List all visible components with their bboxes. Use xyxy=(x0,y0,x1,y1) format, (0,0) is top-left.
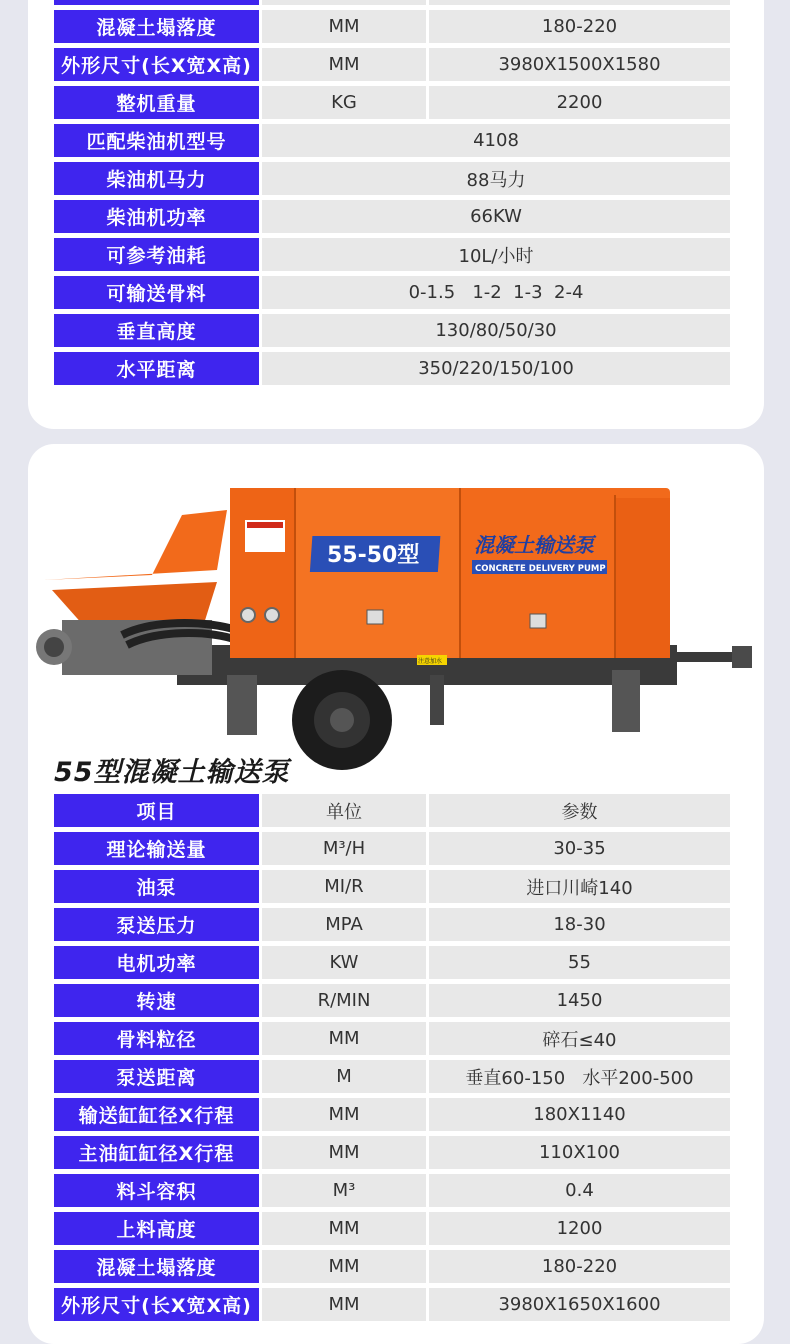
row-label: 理论输送量 xyxy=(54,832,262,870)
row-value: 3980X1650X1600 xyxy=(429,1288,730,1326)
row-value: 180-220 xyxy=(429,1250,730,1288)
table-row xyxy=(54,1022,730,1060)
row-value: 30-35 xyxy=(429,832,730,870)
table-row xyxy=(54,314,730,352)
spec-table-top xyxy=(54,0,730,390)
row-unit: MM xyxy=(262,1136,429,1174)
table-row xyxy=(54,832,730,870)
row-label: 外形尺寸(长X宽X高) xyxy=(54,1288,262,1326)
table-row xyxy=(54,1288,730,1326)
row-unit: MM xyxy=(262,48,429,86)
row-value: 2200 xyxy=(429,86,730,124)
row-unit: MM xyxy=(262,1250,429,1288)
table-row xyxy=(54,10,730,48)
header-unit: 单位 xyxy=(262,794,429,832)
row-unit: R/MIN xyxy=(262,984,429,1022)
model-plate-text: 55-50型 xyxy=(327,543,420,568)
table-row xyxy=(54,908,730,946)
row-value: 18-30 xyxy=(429,908,730,946)
spec-table-bottom xyxy=(54,794,730,1326)
row-value: 碎石≤40 xyxy=(429,1022,730,1060)
row-value: 10L/小时 xyxy=(262,238,730,276)
product-title: 55型混凝土输送泵 xyxy=(54,757,290,788)
row-unit: M xyxy=(262,1060,429,1098)
row-value: 3980X1500X1580 xyxy=(429,48,730,86)
table-row xyxy=(54,352,730,390)
row-label: 料斗容积 xyxy=(54,1174,262,1212)
row-unit: MM xyxy=(262,1212,429,1250)
row-label: 主油缸缸径X行程 xyxy=(54,1136,262,1174)
table-row xyxy=(54,162,730,200)
concrete-pump-image xyxy=(32,470,762,775)
table-row xyxy=(54,1212,730,1250)
row-unit: M³ xyxy=(262,1174,429,1212)
row-value: 180-220 xyxy=(429,10,730,48)
row-unit xyxy=(262,0,429,10)
row-value: 350/220/150/100 xyxy=(262,352,730,390)
table-row xyxy=(54,0,730,10)
sticker-text: 注意加水 xyxy=(418,658,443,665)
side-text-en: CONCRETE DELIVERY PUMP xyxy=(475,564,606,574)
table-row xyxy=(54,86,730,124)
row-label: 可参考油耗 xyxy=(54,238,262,276)
row-label: 泵送压力 xyxy=(54,908,262,946)
table-row xyxy=(54,1136,730,1174)
row-label: 柴油机马力 xyxy=(54,162,262,200)
row-label: 混凝土塌落度 xyxy=(54,10,262,48)
row-value xyxy=(429,0,730,10)
row-label: 外形尺寸(长X宽X高) xyxy=(54,48,262,86)
row-unit: MM xyxy=(262,1288,429,1326)
row-unit: MI/R xyxy=(262,870,429,908)
row-label: 油泵 xyxy=(54,870,262,908)
row-unit: M³/H xyxy=(262,832,429,870)
row-value: 110X100 xyxy=(429,1136,730,1174)
row-unit: MM xyxy=(262,1098,429,1136)
table-row xyxy=(54,238,730,276)
side-text-cn: 混凝土输送泵 xyxy=(474,533,594,557)
row-label: 泵送距离 xyxy=(54,1060,262,1098)
row-label: 输送缸缸径X行程 xyxy=(54,1098,262,1136)
row-unit: KW xyxy=(262,946,429,984)
row-label: 混凝土塌落度 xyxy=(54,1250,262,1288)
table-row xyxy=(54,870,730,908)
table-row xyxy=(54,1098,730,1136)
table-header-row xyxy=(54,794,730,832)
table-row xyxy=(54,200,730,238)
table-row xyxy=(54,1174,730,1212)
row-label: 柴油机功率 xyxy=(54,200,262,238)
row-value: 55 xyxy=(429,946,730,984)
row-label: 匹配柴油机型号 xyxy=(54,124,262,162)
row-value: 进口川崎140 xyxy=(429,870,730,908)
row-unit: KG xyxy=(262,86,429,124)
row-label xyxy=(54,0,262,10)
row-label: 骨料粒径 xyxy=(54,1022,262,1060)
row-label: 电机功率 xyxy=(54,946,262,984)
table-row xyxy=(54,48,730,86)
table-row xyxy=(54,1060,730,1098)
row-label: 水平距离 xyxy=(54,352,262,390)
table-row xyxy=(54,1250,730,1288)
row-value: 1450 xyxy=(429,984,730,1022)
row-value: 88马力 xyxy=(262,162,730,200)
row-label: 可输送骨料 xyxy=(54,276,262,314)
header-value: 参数 xyxy=(429,794,730,832)
row-label: 转速 xyxy=(54,984,262,1022)
table-row xyxy=(54,276,730,314)
row-label: 整机重量 xyxy=(54,86,262,124)
table-row xyxy=(54,124,730,162)
header-label: 项目 xyxy=(54,794,262,832)
row-unit: MM xyxy=(262,1022,429,1060)
row-value: 垂直60-150 水平200-500 xyxy=(429,1060,730,1098)
table-row xyxy=(54,984,730,1022)
row-value: 66KW xyxy=(262,200,730,238)
row-value: 0-1.5 1-2 1-3 2-4 xyxy=(262,276,730,314)
row-label: 垂直高度 xyxy=(54,314,262,352)
row-unit: MPA xyxy=(262,908,429,946)
row-value: 1200 xyxy=(429,1212,730,1250)
row-value: 4108 xyxy=(262,124,730,162)
row-unit: MM xyxy=(262,10,429,48)
row-value: 130/80/50/30 xyxy=(262,314,730,352)
table-row xyxy=(54,946,730,984)
row-value: 0.4 xyxy=(429,1174,730,1212)
row-value: 180X1140 xyxy=(429,1098,730,1136)
row-label: 上料高度 xyxy=(54,1212,262,1250)
